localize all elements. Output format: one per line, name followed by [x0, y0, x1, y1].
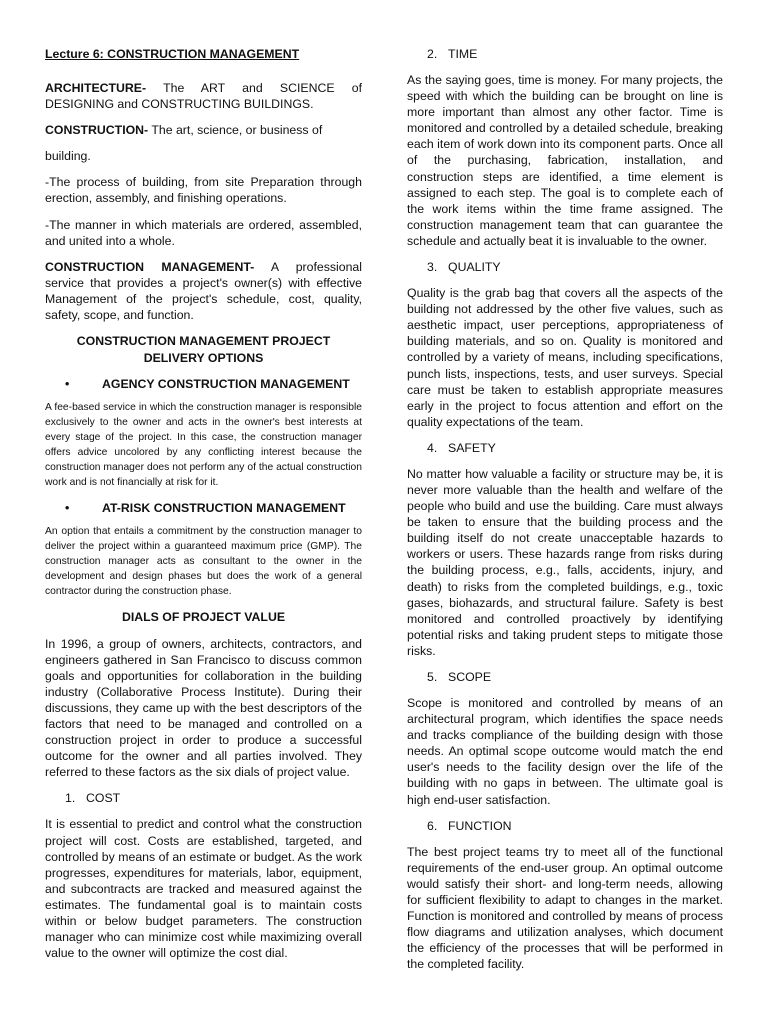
- construction-management-definition: [45, 259, 362, 323]
- construction-def: The art, science, or business of: [151, 123, 323, 138]
- lecture-title: Lecture 6: CONSTRUCTION MANAGEMENT: [45, 47, 300, 61]
- architecture-definition: [45, 80, 362, 112]
- architecture-def: The ART and SCIENCE of DESIGNING and CONSTRUCTING BUILDINGS.: [45, 81, 362, 112]
- construction-process-text: -The process of building, from site Preparation through erection, assembly, and finishing operations.: [45, 175, 362, 206]
- dial-cost-text: It is essential to predict and control what the construction project will cost. Costs are established, targeted, and controlled by means of an estimate or budget. As the work progresses, expenditures for materials, labor, equipment, and subcontracts are tracked and measured against the estimates. The fundamental goal is to maintain costs within or below budget parameters. The construction manager who can minimize cost while maximizing overall value to the owner will optimize the cost dial.: [45, 817, 362, 961]
- dial-function-text: The best project teams try to meet all of the functional requirements of the end-user group. An optimal outcome would satisfy their short- and long-term needs, allowing for sufficient flexibility to adapt to changes in the market. Function is monitored and controlled by means of process flow diagrams and utilization analyses, which document the efficiency of the processes that will be performed in the completed facility.: [407, 844, 723, 972]
- agency-cm-heading: • AGENCY CONSTRUCTION MANAGEMENT: [45, 376, 362, 392]
- construction-term: CONSTRUCTION-: [45, 123, 149, 138]
- construction-management-term: CONSTRUCTION MANAGEMENT-: [45, 259, 255, 274]
- dial-time-text: As the saying goes, time is money. For many projects, the speed with which the building can be brought on line is more important than almost any other factor. Time is monitored and controlled by a detailed schedule, breaking each item of work down into its component parts. Once all of the purchasing, fabrication, installation, and construction steps are identified, a time element is assigned to each step. The goal is to complete each of the work items within the time frame assigned. The construction management team that can guarantee the schedule and actually beat it is invaluable to the owner.: [407, 73, 723, 248]
- dial-quality-text: Quality is the grab bag that covers all the aspects of the building not addressed by the other five values, such as aesthetic impact, user perceptions, appropriateness of building materials, and so on. Quality is monitored and controlled by a variety of means, including specifications, punch lists, inspections, tests, and user surveys. Special care must be taken to establish appropriate measures early in the project to focus attention and effort on the quality expectations of the team.: [407, 286, 723, 429]
- architecture-term: ARCHITECTURE-: [45, 81, 147, 95]
- dial-time-heading: 2. TIME: [427, 47, 478, 61]
- dial-function-heading: 6. FUNCTION: [427, 818, 512, 833]
- at-risk-cm-text: An option that entails a commitment by the construction manager to deliver the project within a guaranteed maximum price (GMP). The construction manager acts as consultant to the owner in the development and design phases but does the work of a general contractor during the construction phase.: [45, 526, 362, 598]
- delivery-options-heading: CONSTRUCTION MANAGEMENT PROJECT DELIVERY OPTIONS: [76, 334, 331, 365]
- dials-heading: DIALS OF PROJECT VALUE: [121, 610, 286, 625]
- left-column: [45, 36, 362, 961]
- construction-definition: [45, 122, 362, 138]
- agency-cm-text: A fee-based service in which the construction manager is responsible exclusively to the owner and acts in the owner's best interests at every stage of the project. In this case, the construction manager offers advice uncolored by any conflicting interest because the construction manager does not perform any of the actual construction work and is not financially at risk for it.: [45, 402, 362, 489]
- construction-manner-text: -The manner in which materials are ordered, assembled, and united into a whole.: [45, 217, 362, 248]
- dial-scope-heading: 5. SCOPE: [427, 670, 492, 684]
- dial-scope-text: Scope is monitored and controlled by means of an architectural program, which identifies the space needs and tracks compliance of the building design with those needs. An optimal scope outcome would match the end user's needs to the facility design over the life of the building with no gaps in between. The ultimate goal is high end-user satisfaction.: [407, 696, 723, 807]
- dial-quality-heading: 3. QUALITY: [427, 260, 501, 275]
- dials-intro: In 1996, a group of owners, architects, contractors, and engineers gathered in San Francisco to discuss common goals and opportunities for collaboration in the building industry (Collaborative Process Institute). During their discussions, they came up with the best descriptors of the factors that need to be managed and controlled on a construction project in order to produce a successful outcome for the owner and all parties involved. They referred to these factors as the six dials of project value.: [45, 636, 362, 780]
- at-risk-cm-heading: • AT-RISK CONSTRUCTION MANAGEMENT: [45, 500, 362, 516]
- right-column: [407, 36, 723, 972]
- dial-safety-heading: 4. SAFETY: [427, 440, 496, 455]
- construction-def-cont: building.: [45, 149, 91, 164]
- dial-cost-heading: 1. COST: [65, 791, 121, 806]
- bullet-icon: •: [65, 377, 70, 392]
- construction-management-def: A professional service that provides a project's owner(s) with effective Management of the project's schedule, cost, quality, safety, scope, and function.: [45, 259, 362, 323]
- dial-safety-text: No matter how valuable a facility or structure may be, it is never more valuable than the health and welfare of the people who build and use the building. Care must always be taken to ensure that the building process and the building itself do not create unacceptable hazards to workers or users. These hazards range from risks during the building process, e.g., falls, accidents, injury, and death) to risks from the completed buildings, e.g., toxic gases, biohazards, and structural failure. Safety is best monitored and controlled proactively by identifying potential risks and taking prudent steps to mitigate those risks.: [407, 466, 723, 658]
- bullet-icon: •: [65, 501, 70, 516]
